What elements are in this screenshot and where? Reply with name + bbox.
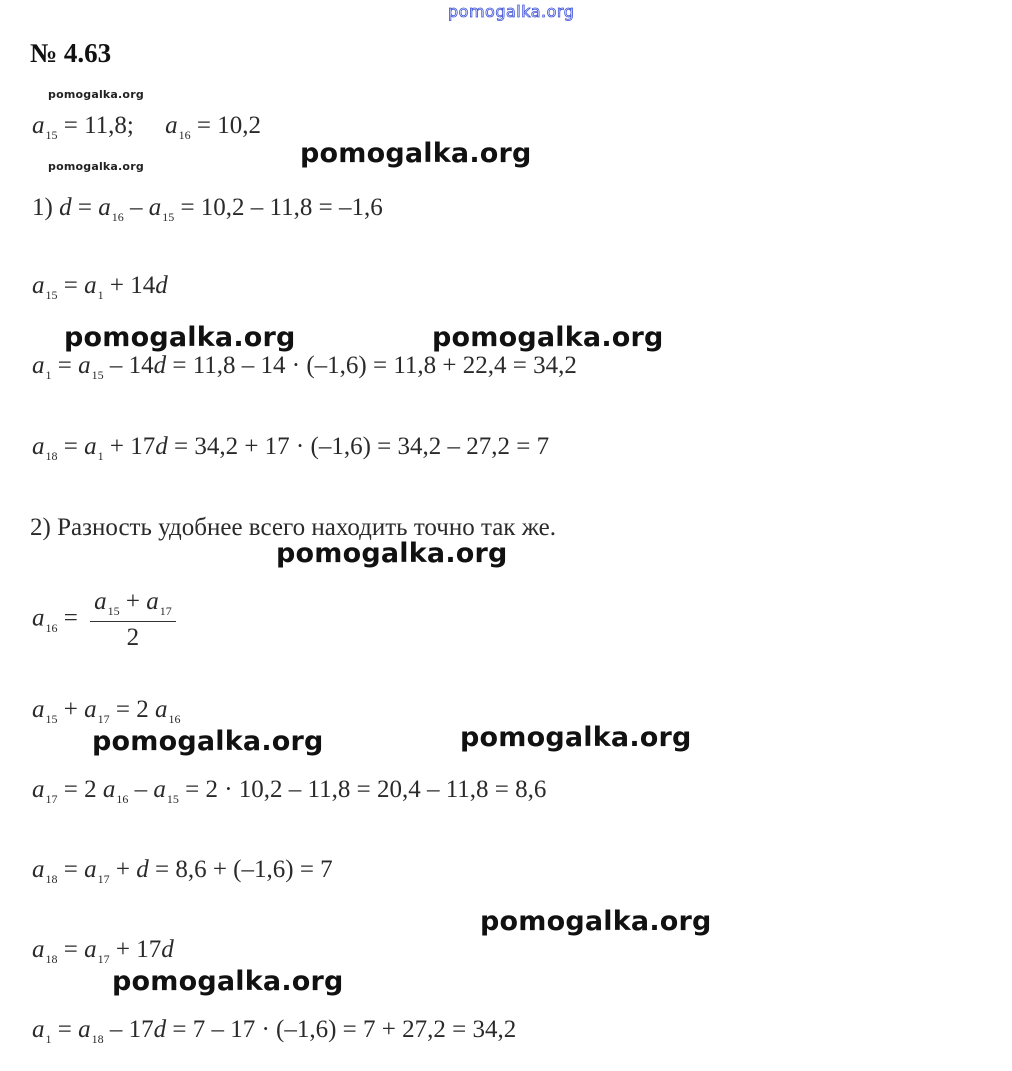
- given-values: $a_{15} = 11,8$; $a_{16} = 10,2$: [32, 112, 261, 142]
- equation-a15-formula: $a_{15} = a_1 + 14d$: [32, 272, 168, 302]
- watermark-top: pomogalka.org: [448, 2, 575, 21]
- watermark-big: pomogalka.org: [480, 906, 712, 937]
- equation-a17: $a_{17} = 2$ $a_{16} - a_{15} = 2 \cdot 10,2 - 11,8 = 20,4 - 11,8 = 8,6$: [32, 776, 547, 806]
- equation-a16-fraction: $a_{16}$ = $\frac{a_{15} + a_{17}}{2}$: [32, 588, 176, 652]
- watermark-small: pomogalka.org: [48, 160, 144, 173]
- equation-a18-second: $a_{18} = a_{17} + d = 8,6 + (-1,6) = 7$: [32, 856, 333, 886]
- watermark-small: pomogalka.org: [48, 88, 144, 101]
- watermark-big: pomogalka.org: [300, 138, 532, 169]
- equation-sum: $a_{15} + a_{17} = 2$ $a_{16}$: [32, 696, 181, 726]
- watermark-big: pomogalka.org: [460, 722, 692, 753]
- step2-text: 2) Разность удобнее всего находить точно так же.: [30, 514, 556, 541]
- equation-a1: $a_1 = a_{15} - 14d = 11,8 - 14 \cdot (-1,6) = 11,8 + 22,4 = 34,2$: [32, 352, 577, 382]
- equation-a18-formula: $a_{18} = a_{17} + 17d$: [32, 936, 174, 966]
- watermark-big: pomogalka.org: [64, 322, 296, 353]
- fraction: $\frac{a_{15} + a_{17}}{2}$: [90, 588, 176, 652]
- equation-difference: 1) $d = a_{16} - a_{15} = 10,2 - 11,8 = -1,6$: [32, 194, 383, 224]
- watermark-big: pomogalka.org: [432, 322, 664, 353]
- problem-title: № 4.63: [30, 38, 112, 68]
- watermark-big: pomogalka.org: [92, 726, 324, 757]
- watermark-big: pomogalka.org: [112, 966, 344, 997]
- equation-a1-second: $a_1 = a_{18} - 17d = 7 - 17 \cdot (-1,6) = 7 + 27,2 = 34,2$: [32, 1016, 517, 1046]
- equation-a18: $a_{18} = a_1 + 17d = 34,2 + 17 \cdot (-1,6) = 34,2 - 27,2 = 7$: [32, 433, 550, 463]
- watermark-big: pomogalka.org: [276, 538, 508, 569]
